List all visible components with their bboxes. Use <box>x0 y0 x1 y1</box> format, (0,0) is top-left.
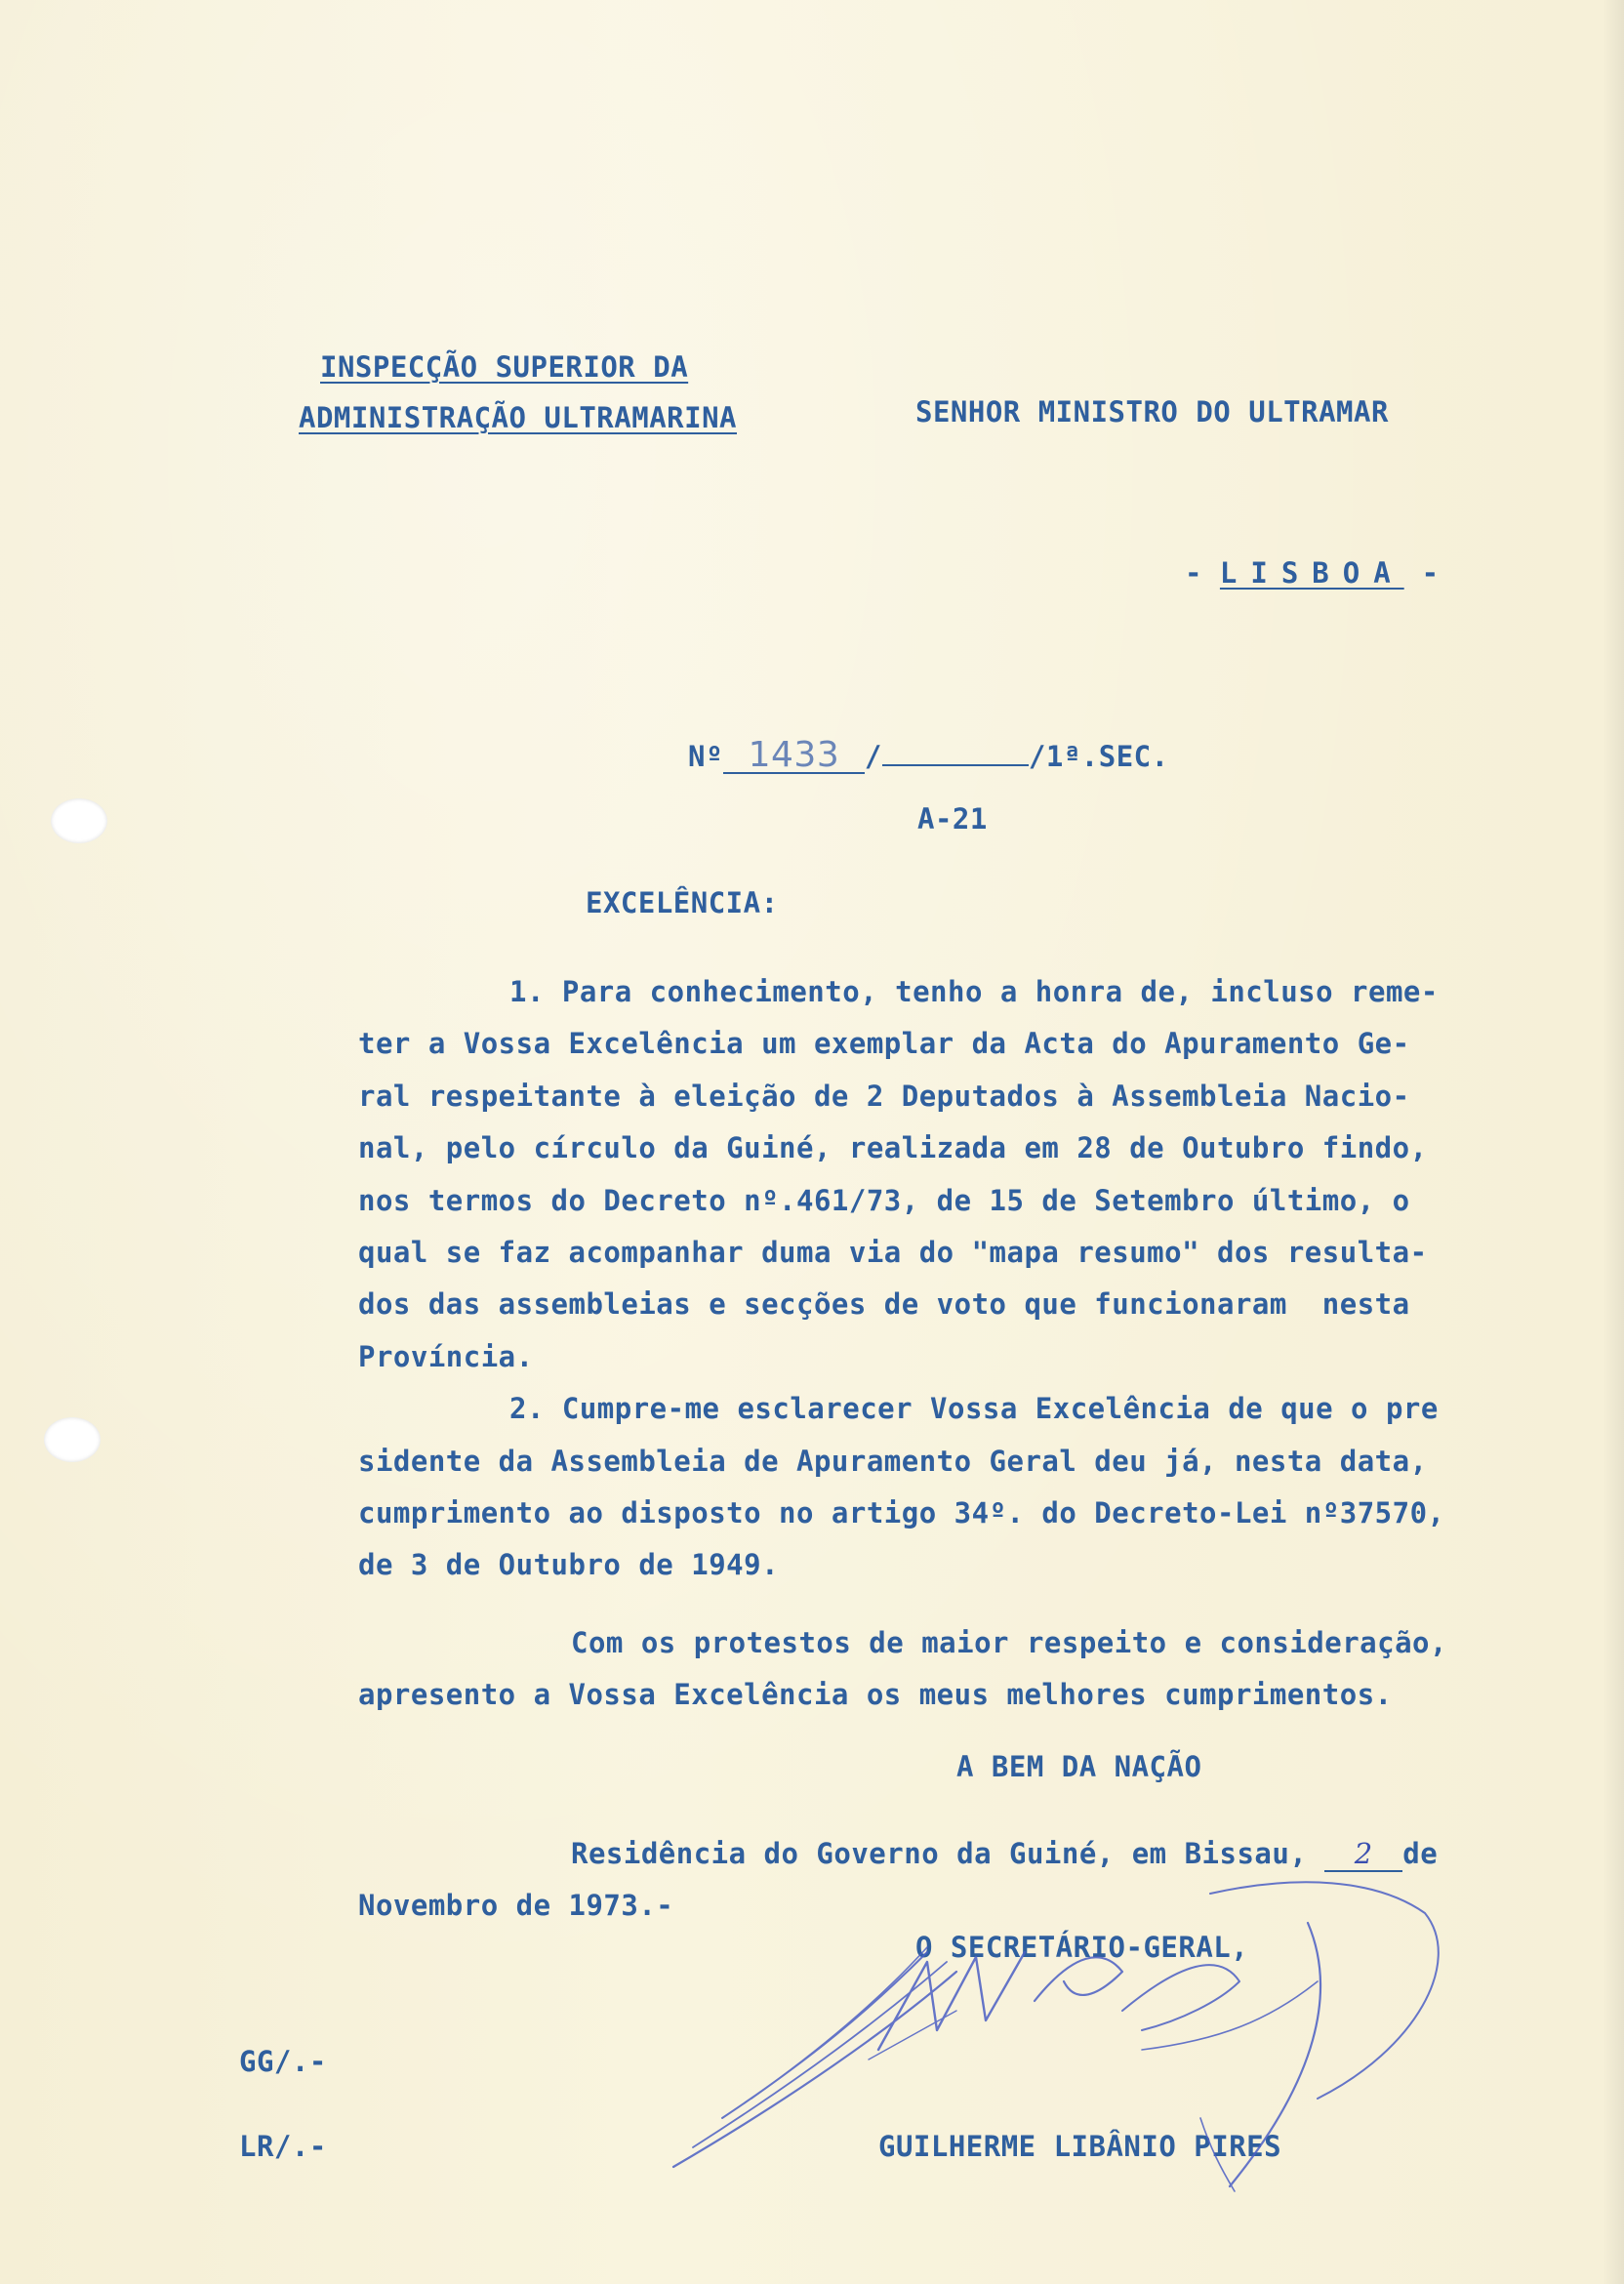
body-line: cumprimento ao disposto no artigo 34º. do Decreto-Lei nº37570, <box>358 1495 1445 1529</box>
letter-body <box>358 966 1529 1721</box>
org-line-2: ADMINISTRAÇÃO ULTRAMARINA <box>299 401 737 434</box>
place-date-line-2: Novembro de 1973.- <box>358 1889 674 1922</box>
signatory-title: O SECRETÁRIO-GERAL, <box>915 1931 1249 1964</box>
ref-prefix: Nº <box>688 740 723 773</box>
body-line: 2. Cumpre-me esclarecer Vossa Excelência de que o pre <box>509 1392 1439 1426</box>
body-line: qual se faz acompanhar duma via do "mapa resumo" dos resulta- <box>358 1235 1428 1269</box>
ref-blank <box>882 739 1029 766</box>
city-name: LISBOA <box>1219 556 1404 590</box>
ref-suffix: /1ª.SEC. <box>1028 740 1169 773</box>
handwritten-signature <box>634 1855 1513 2206</box>
body-line <box>358 1592 1529 1617</box>
body-line: de 3 de Outubro de 1949. <box>358 1548 780 1582</box>
punch-hole-top <box>51 798 107 843</box>
body-line: 1. Para conhecimento, tenho a honra de, incluso reme- <box>509 975 1439 1008</box>
body-line: nos termos do Decreto nº.461/73, de 15 de Setembro último, o <box>358 1183 1410 1217</box>
body-line: ral respeitante à eleição de 2 Deputados à Assembleia Nacio- <box>358 1079 1410 1113</box>
reference-number <box>688 735 1169 775</box>
reference-code: A-21 <box>917 802 988 836</box>
punch-hole-bottom <box>44 1417 101 1462</box>
body-line: sidente da Assembleia de Apuramento Geral deu já, nesta data, <box>358 1444 1428 1478</box>
ref-number: 1433 <box>723 739 865 774</box>
date-de: de <box>1402 1837 1439 1870</box>
place-text: Residência do Governo da Guiné, em Bissau, <box>571 1837 1308 1870</box>
typist-initials-2: LR/.- <box>239 2130 327 2163</box>
typist-initials-1: GG/.- <box>239 2045 327 2078</box>
date-day: 2 <box>1324 1837 1402 1872</box>
org-line-1: INSPECÇÃO SUPERIOR DA <box>320 350 689 384</box>
recipient: SENHOR MINISTRO DO ULTRAMAR <box>915 395 1389 428</box>
body-line: apresento a Vossa Excelência os meus melhores cumprimentos. <box>358 1678 1393 1712</box>
body-line: nal, pelo círculo da Guiné, realizada em 28 de Outubro findo, <box>358 1131 1428 1165</box>
recipient-city: - LISBOA - <box>1185 556 1440 590</box>
ref-separator: / <box>864 740 882 773</box>
sender-organization <box>299 342 737 443</box>
body-line: ter a Vossa Excelência um exemplar da Acta do Apuramento Ge- <box>358 1027 1410 1061</box>
body-line: Com os protestos de maior respeito e consideração, <box>571 1625 1447 1659</box>
body-line: dos das assembleias e secções de voto que funcionaram nesta <box>358 1287 1410 1322</box>
paper-edge <box>1603 0 1624 2284</box>
body-line: Província. <box>358 1339 534 1373</box>
salutation: EXCELÊNCIA: <box>586 886 779 919</box>
signatory-name: GUILHERME LIBÂNIO PIRES <box>878 2130 1282 2163</box>
closing-formula: A BEM DA NAÇÃO <box>956 1750 1202 1783</box>
